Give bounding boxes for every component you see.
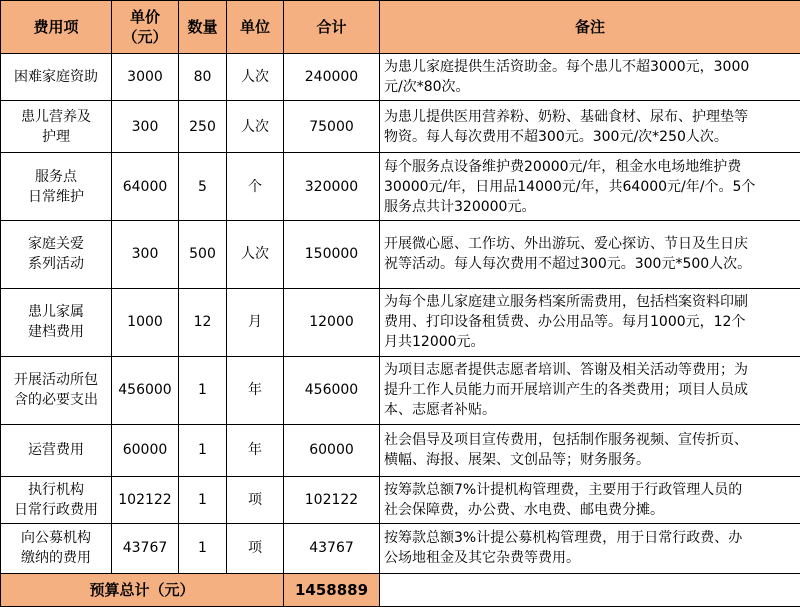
table-row [1,523,800,573]
cell-item-line: 含的必要支出 [14,392,98,409]
header-price [112,1,179,54]
cell-item-line: 向公募机构 [21,530,91,547]
cell-note-line: 祝等活动。每人每次费用不超过300元。300元*500人次。 [384,256,752,273]
cell-price: 102122 [112,476,179,523]
cell-note-line: 费用、打印设备租赁费、办公用品等。每月1000元，12个 [384,314,746,331]
cell-note [380,153,800,221]
cell-price: 60000 [112,424,179,476]
cell-item-line: 困难家庭资助 [14,68,98,85]
cell-item-line: 家庭关爱 [28,236,84,253]
cell-note [380,356,800,424]
table-row [1,356,800,424]
cell-unit: 人次 [227,221,284,289]
cell-note-line: 为患儿家庭提供生活资助金。每个患儿不超3000元，3000 [384,58,750,75]
cell-unit: 项 [227,523,284,573]
cell-total: 75000 [284,100,380,152]
cell-qty: 12 [179,288,227,356]
cell-item-line: 系列活动 [28,256,84,273]
cell-note-line: 服务点共计320000元。 [384,198,536,215]
cell-price: 3000 [112,54,179,101]
table-row [1,100,800,152]
cell-item [1,153,112,221]
cell-item [1,523,112,573]
cell-total: 43767 [284,523,380,573]
cell-note [380,523,800,573]
cell-note-line: 按筹款总额7%计提机构管理费，主要用于行政管理人员的 [384,481,743,498]
cell-unit: 人次 [227,54,284,101]
cell-note-line: 元/次*80次。 [384,78,470,95]
cell-note-line: 横幅、海报、展架、文创品等；财务服务。 [384,452,650,469]
cell-total: 240000 [284,54,380,101]
cell-note-line: 为每个患儿家庭建立服务档案所需费用，包括档案资料印刷 [384,294,748,311]
header-total: 合计 [284,1,380,54]
cell-unit: 年 [227,424,284,476]
cell-item-line: 服务点 [35,168,77,185]
cell-item-line: 日常维护 [28,188,84,205]
cell-total: 102122 [284,476,380,523]
cell-note [380,476,800,523]
cell-unit: 月 [227,288,284,356]
table-body [1,54,800,574]
cell-note [380,54,800,101]
footer-label: 预算总计（元） [1,574,284,607]
footer-row [1,574,800,607]
table-row [1,476,800,523]
header-row [1,1,800,54]
cell-qty: 1 [179,356,227,424]
cell-total: 60000 [284,424,380,476]
cell-item-line: 日常行政费用 [14,501,98,518]
cell-item [1,54,112,101]
cell-item-line: 建档费用 [28,324,84,341]
cell-total: 320000 [284,153,380,221]
cell-qty: 1 [179,523,227,573]
header-note: 备注 [380,1,800,54]
cell-price: 300 [112,221,179,289]
cell-item [1,288,112,356]
header-qty: 数量 [179,1,227,54]
cell-qty: 1 [179,476,227,523]
cell-qty: 500 [179,221,227,289]
cell-total: 150000 [284,221,380,289]
cell-note [380,288,800,356]
cell-unit: 项 [227,476,284,523]
cell-qty: 250 [179,100,227,152]
cell-item [1,356,112,424]
cell-item [1,476,112,523]
header-price-line2: （元） [122,28,168,46]
cell-price: 456000 [112,356,179,424]
cell-note-line: 月共12000元。 [384,334,485,351]
cell-note [380,221,800,289]
cell-unit: 个 [227,153,284,221]
cell-item-line: 缴纳的费用 [21,550,91,567]
cell-note-line: 按筹款总额3%计提公募机构管理费，用于日常行政费、办 [384,530,743,547]
cell-total: 456000 [284,356,380,424]
cell-unit: 人次 [227,100,284,152]
cell-note [380,100,800,152]
cell-note-line: 公场地租金及其它杂费等费用。 [384,550,580,567]
cell-note-line: 为项目志愿者提供志愿者培训、答谢及相关活动等费用；为 [384,362,748,379]
cell-item-line: 护理 [42,128,70,145]
cell-qty: 1 [179,424,227,476]
cell-note-line: 为患儿提供医用营养粉、奶粉、基础食材、尿布、护理垫等 [384,108,748,125]
table-row [1,221,800,289]
cell-price: 43767 [112,523,179,573]
cell-item-line: 患儿营养及 [21,108,91,125]
cell-note-line: 每个服务点设备维护费20000元/年，租金水电场地维护费 [384,158,742,175]
cell-item [1,100,112,152]
header-item: 费用项 [1,1,112,54]
cell-note-line: 提升工作人员能力而开展培训产生的各类费用；项目人员成 [384,382,748,399]
cell-qty: 80 [179,54,227,101]
table-row [1,288,800,356]
footer-total: 1458889 [284,574,380,607]
cell-item [1,221,112,289]
cell-price: 64000 [112,153,179,221]
cell-item-line: 开展活动所包 [14,372,98,389]
cell-price: 1000 [112,288,179,356]
table-row [1,54,800,101]
cell-note-line: 开展微心愿、工作坊、外出游玩、爱心探访、节日及生日庆 [384,236,748,253]
cell-price: 300 [112,100,179,152]
cell-total: 12000 [284,288,380,356]
cell-note-line: 30000元/年，日用品14000元/年，共64000元/年/个。5个 [384,178,756,195]
cell-note-line: 社会保障费，办公费、水电费、邮电费分摊。 [384,501,664,518]
table-row [1,153,800,221]
cell-qty: 5 [179,153,227,221]
table-row [1,424,800,476]
cell-note-line: 本、志愿者补贴。 [384,402,496,419]
cell-unit: 年 [227,356,284,424]
cell-note-line: 物资。每人每次费用不超300元。300元/次*250人次。 [384,128,728,145]
header-price-line1: 单价 [129,8,160,26]
cell-item-line: 患儿家属 [28,304,84,321]
header-unit: 单位 [227,1,284,54]
footer-blank [380,574,800,607]
cell-item-line: 执行机构 [28,481,84,498]
cell-item-line: 运营费用 [28,442,84,459]
cell-note-line: 社会倡导及项目宣传费用，包括制作服务视频、宣传折页、 [384,432,748,449]
cell-note [380,424,800,476]
cell-item [1,424,112,476]
